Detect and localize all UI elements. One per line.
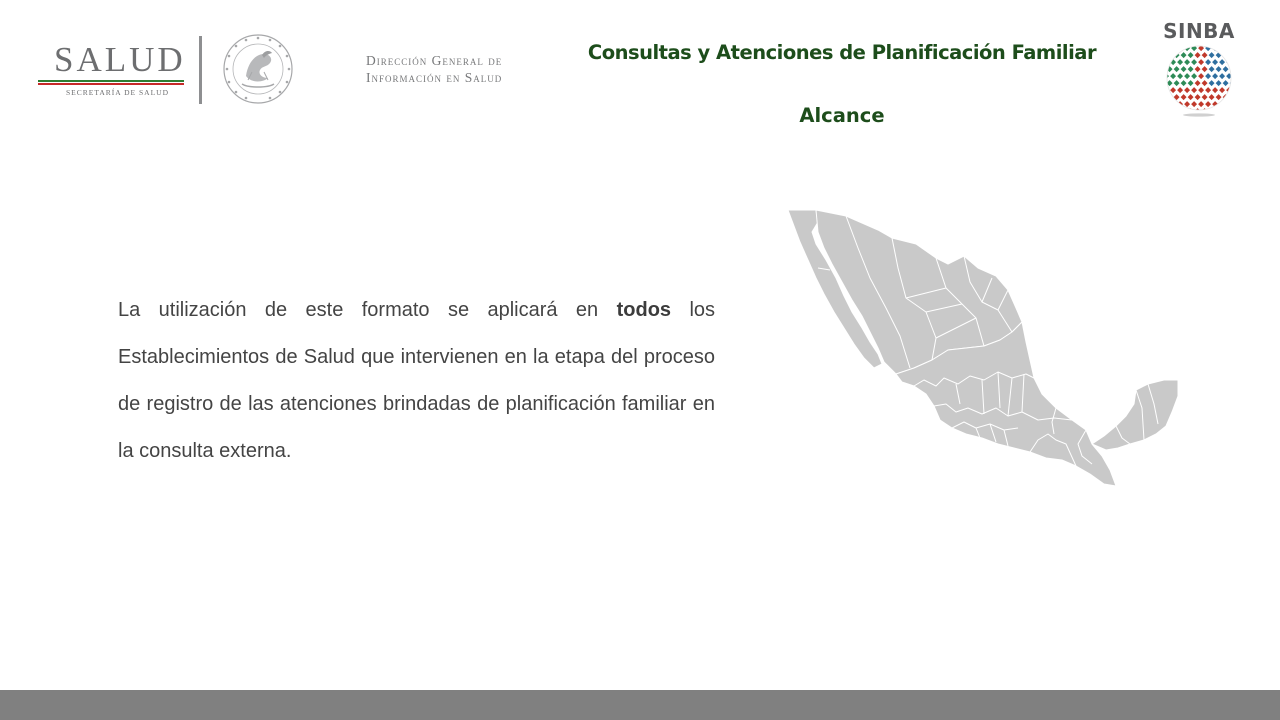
sinba-weave-tile: [1237, 52, 1238, 58]
sinba-weave-tile: [1237, 66, 1238, 72]
dgis-title-line2: Información en Salud: [366, 70, 503, 85]
sinba-weave-tile: [1233, 73, 1238, 79]
sinba-weave-tile: [1163, 45, 1169, 51]
sinba-weave-tile: [1219, 73, 1225, 79]
slide-title: Consultas y Atenciones de Planificación Familiar: [587, 41, 1097, 64]
sinba-weave-tile: [1195, 52, 1201, 58]
salud-logo-stripes: [38, 80, 184, 85]
sinba-logo-label: SINBA: [1163, 19, 1235, 43]
salud-stripe-red: [38, 83, 184, 85]
sinba-weave-tile: [1177, 45, 1183, 51]
sinba-weave-tile: [1195, 80, 1201, 86]
sinba-weave-tile: [1230, 94, 1236, 100]
sinba-weave-tile: [1205, 101, 1211, 107]
sinba-weave-tile: [1188, 94, 1194, 100]
mexico-states-map-icon: [786, 208, 1182, 490]
sinba-weave-tile: [1226, 45, 1232, 51]
salud-logo-subtitle: SECRETARÍA DE SALUD: [66, 88, 169, 97]
sinba-weave-tile: [1212, 73, 1218, 79]
sinba-weave-tile: [1163, 101, 1169, 107]
sinba-weave-tile: [1170, 87, 1176, 93]
sinba-weave-tile: [1184, 87, 1190, 93]
sinba-weave-tile: [1191, 59, 1197, 65]
scope-paragraph: [118, 287, 715, 475]
sinba-weave-tile: [1212, 87, 1218, 93]
sinba-weave-tile: [1198, 87, 1204, 93]
sinba-weave-tile: [1195, 66, 1201, 72]
sinba-weave-tile: [1184, 59, 1190, 65]
scope-text-part2: los Establecimientos de Salud que intervienen en la etapa del proceso de registro de las atenciones brindadas de planificación familiar en la consulta externa.: [118, 299, 716, 462]
sinba-weave-tile: [1170, 73, 1176, 79]
sinba-weave-tile: [1188, 80, 1194, 86]
sinba-weave-tile: [1163, 87, 1169, 93]
sinba-weave-tile: [1177, 73, 1183, 79]
sinba-weave-tile: [1177, 87, 1183, 93]
sinba-weave-tile: [1181, 94, 1187, 100]
sinba-weave-tile: [1191, 87, 1197, 93]
mexican-coat-of-arms-seal-icon: [218, 32, 298, 106]
slide-subtitle: Alcance: [799, 104, 885, 127]
sinba-weave-tile: [1163, 73, 1169, 79]
sinba-weave-tile: [1191, 101, 1197, 107]
sinba-weave-tile: [1237, 94, 1238, 100]
scope-text-part1: La utilización de este formato se aplicará en: [118, 299, 617, 321]
sinba-weave-tile: [1167, 52, 1173, 58]
sinba-weave-tile: [1181, 108, 1187, 114]
header-divider: [199, 36, 202, 104]
sinba-weave-tile: [1223, 80, 1229, 86]
sinba-weave-tile: [1219, 45, 1225, 51]
sinba-weave-tile: [1233, 45, 1238, 51]
sinba-weave-tile: [1219, 87, 1225, 93]
sinba-weave-tile: [1233, 87, 1238, 93]
sinba-weave-tile: [1205, 59, 1211, 65]
sinba-weave-tile: [1226, 101, 1232, 107]
sinba-weave-tile: [1198, 59, 1204, 65]
sinba-weave-tile: [1184, 73, 1190, 79]
sinba-weave-tile: [1230, 52, 1236, 58]
sinba-weave-tile: [1198, 73, 1204, 79]
sinba-weave-tile: [1167, 108, 1173, 114]
sinba-weave-tile: [1188, 52, 1194, 58]
sinba-globe-icon: [1160, 44, 1238, 118]
sinba-weave-tile: [1216, 94, 1222, 100]
footer-bar: [0, 690, 1280, 720]
sinba-weave-tile: [1209, 66, 1215, 72]
sinba-weave-tile: [1195, 94, 1201, 100]
yucatan-peninsula: [1092, 380, 1178, 450]
sinba-weave-tile: [1181, 80, 1187, 86]
sinba-weave-tile: [1237, 80, 1238, 86]
sinba-weave-tile: [1170, 45, 1176, 51]
sinba-weave-tile: [1188, 66, 1194, 72]
sinba-weave-tile: [1205, 73, 1211, 79]
scope-text-emphasis: todos: [616, 299, 672, 321]
sinba-weave-tile: [1181, 52, 1187, 58]
sinba-weave-tile: [1202, 52, 1208, 58]
sinba-weave-tile: [1191, 73, 1197, 79]
sinba-weave-tile: [1216, 108, 1222, 114]
sinba-weave-tile: [1174, 80, 1180, 86]
sinba-weave-tile: [1223, 66, 1229, 72]
sinba-weave-tile: [1209, 94, 1215, 100]
sinba-weave-tile: [1209, 80, 1215, 86]
sinba-weave-tile: [1230, 108, 1236, 114]
sinba-weave-tile: [1184, 101, 1190, 107]
sinba-weave-tile: [1209, 52, 1215, 58]
sinba-weave-tile: [1233, 59, 1238, 65]
salud-logo: [38, 38, 186, 102]
salud-logo-word: SALUD: [54, 40, 186, 79]
dgis-title: [366, 52, 502, 86]
sinba-weave-tile: [1195, 108, 1201, 114]
sinba-weave-tile: [1237, 108, 1238, 114]
sinba-weave-tile: [1219, 59, 1225, 65]
sinba-weave-tile: [1174, 108, 1180, 114]
sinba-weave-tile: [1223, 94, 1229, 100]
sinba-weave-tile: [1223, 108, 1229, 114]
sinba-weave-tile: [1170, 101, 1176, 107]
sinba-weave-tile: [1202, 66, 1208, 72]
sinba-weave-tile: [1177, 59, 1183, 65]
sinba-weave-tile: [1216, 80, 1222, 86]
sinba-weave-tile: [1233, 101, 1238, 107]
sinba-weave-tile: [1209, 108, 1215, 114]
sinba-weave-tile: [1205, 87, 1211, 93]
dgis-title-line1: Dirección General de: [366, 53, 503, 68]
sinba-weave-tile: [1216, 66, 1222, 72]
sinba-weave-tile: [1212, 59, 1218, 65]
sinba-weave-tile: [1202, 80, 1208, 86]
sinba-weave-tile: [1198, 101, 1204, 107]
sinba-weave-tile: [1163, 59, 1169, 65]
sinba-weave-tile: [1181, 66, 1187, 72]
sinba-weave-tile: [1174, 66, 1180, 72]
sinba-weave-tile: [1202, 94, 1208, 100]
